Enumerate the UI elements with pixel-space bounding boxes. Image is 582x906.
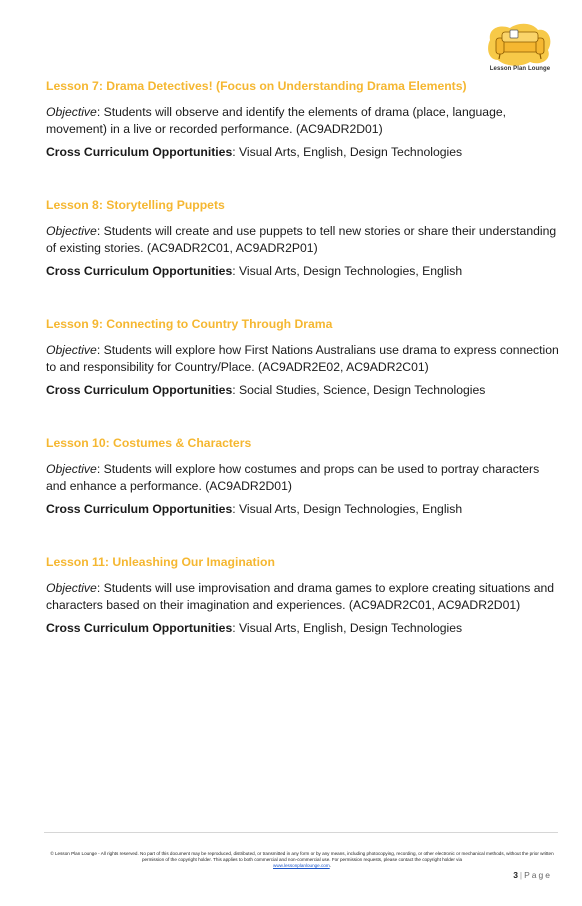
objective-label: Objective <box>46 224 97 238</box>
lesson-title: Lesson 8: Storytelling Puppets <box>46 198 225 212</box>
page-separator: | <box>519 870 523 880</box>
cross-curriculum <box>46 382 561 399</box>
lesson-8 <box>46 197 561 280</box>
cross-curriculum-text: : Social Studies, Science, Design Technologies <box>232 383 486 397</box>
lesson-title: Lesson 7: Drama Detectives! (Focus on Understanding Drama Elements) <box>46 79 467 93</box>
cross-curriculum-label: Cross Curriculum Opportunities <box>46 383 233 397</box>
logo <box>486 22 554 78</box>
lesson-list <box>46 78 561 673</box>
footer-copyright <box>48 851 556 869</box>
cross-curriculum-label: Cross Curriculum Opportunities <box>46 145 233 159</box>
cross-curriculum-text: : Visual Arts, Design Technologies, English <box>232 502 463 516</box>
objective-text: : Students will create and use puppets to tell new stories or share their understanding of existing stories. (AC9ADR2C01, AC9ADR2P01) <box>46 224 557 255</box>
footer-divider <box>44 832 558 833</box>
lesson-title: Lesson 9: Connecting to Country Through Drama <box>46 317 333 331</box>
cross-curriculum-text: : Visual Arts, English, Design Technologies <box>232 621 463 635</box>
cross-curriculum-label: Cross Curriculum Opportunities <box>46 502 233 516</box>
objective-text: : Students will observe and identify the elements of drama (place, language, movement) in a live or recorded performance. (AC9ADR2D01) <box>46 105 507 136</box>
sofa-logo-icon <box>486 22 554 66</box>
cross-curriculum-label: Cross Curriculum Opportunities <box>46 264 233 278</box>
cross-curriculum-label: Cross Curriculum Opportunities <box>46 621 233 635</box>
lesson-11 <box>46 554 561 637</box>
objective-label: Objective <box>46 462 97 476</box>
copyright-text: © Lesson Plan Lounge - All rights reserved. No part of this document may be reproduced, distributed, or transmitted in any form or by any means, including photocopying, recording, or other electronic or mechanical methods, without the prior written permission of the copyright holder. This applies to both commercial and non-commercial use. For permission requests, please contact the copyright holder via <box>50 851 554 862</box>
page-label: Page <box>524 870 552 880</box>
cross-curriculum <box>46 263 561 280</box>
lesson-objective <box>46 580 561 614</box>
lesson-title: Lesson 10: Costumes & Characters <box>46 436 252 450</box>
objective-text: : Students will explore how First Nations Australians use drama to express connection to and responsibility for Country/Place. (AC9ADR2E02, AC9ADR2C01) <box>46 343 559 374</box>
logo-text: Lesson Plan Lounge <box>489 66 551 72</box>
lesson-title: Lesson 11: Unleashing Our Imagination <box>46 555 275 569</box>
objective-text: : Students will explore how costumes and props can be used to portray characters and enhance a performance. (AC9ADR2D01) <box>46 462 540 493</box>
objective-label: Objective <box>46 105 97 119</box>
lesson-7 <box>46 78 561 161</box>
page-number <box>513 870 552 880</box>
cross-curriculum <box>46 144 561 161</box>
objective-label: Objective <box>46 343 97 357</box>
objective-label: Objective <box>46 581 97 595</box>
website-link[interactable]: www.lessonplanlounge.com <box>273 863 330 868</box>
cross-curriculum-text: : Visual Arts, Design Technologies, English <box>232 264 463 278</box>
objective-text: : Students will use improvisation and drama games to explore creating situations and characters based on their imagination and experiences. (AC9ADR2C01, AC9ADR2D01) <box>46 581 555 612</box>
link-suffix: . <box>329 863 331 868</box>
lesson-objective <box>46 104 561 138</box>
lesson-objective <box>46 223 561 257</box>
lesson-9 <box>46 316 561 399</box>
page-number-value: 3 <box>513 870 518 880</box>
lesson-objective <box>46 342 561 376</box>
cross-curriculum-text: : Visual Arts, English, Design Technologies <box>232 145 463 159</box>
cross-curriculum <box>46 620 561 637</box>
cross-curriculum <box>46 501 561 518</box>
lesson-objective <box>46 461 561 495</box>
lesson-10 <box>46 435 561 518</box>
